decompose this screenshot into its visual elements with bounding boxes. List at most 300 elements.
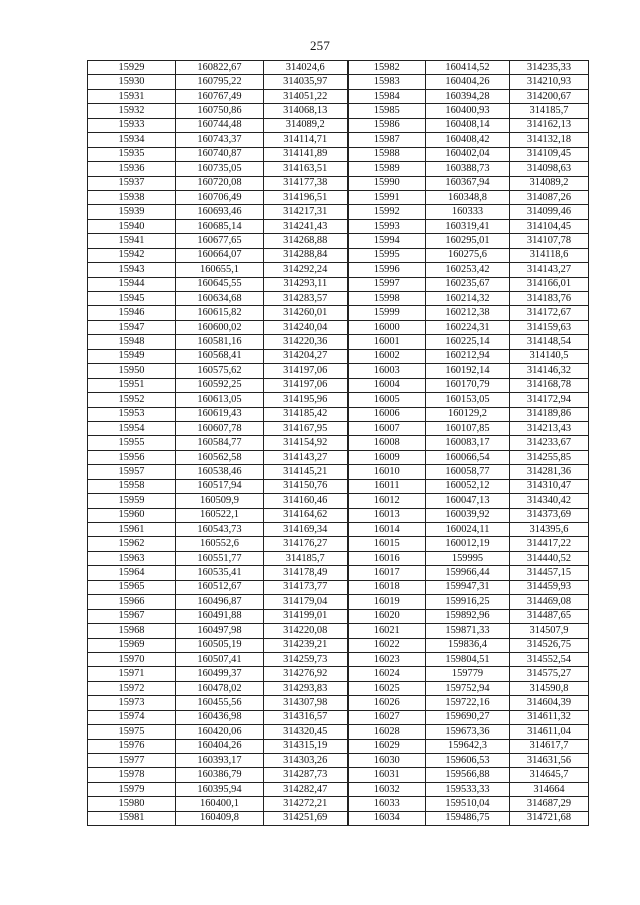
table-row xyxy=(88,277,589,291)
point-number-left-cell: 15930 xyxy=(88,75,176,89)
point-number-left-cell: 15972 xyxy=(88,681,176,695)
y-coordinate-right-cell: 314107,78 xyxy=(510,234,589,248)
x-coordinate-left-cell: 160685,14 xyxy=(176,219,264,233)
point-number-right-cell: 15992 xyxy=(348,205,426,219)
x-coordinate-right-cell: 160129,2 xyxy=(426,407,510,421)
table-row xyxy=(88,479,589,493)
y-coordinate-left-cell: 314141,89 xyxy=(264,147,348,161)
point-number-left-cell: 15980 xyxy=(88,797,176,811)
x-coordinate-right-cell: 160107,85 xyxy=(426,421,510,435)
point-number-left-cell: 15938 xyxy=(88,190,176,204)
point-number-left-cell: 15946 xyxy=(88,306,176,320)
point-number-right-cell: 15989 xyxy=(348,162,426,176)
x-coordinate-left-cell: 160517,94 xyxy=(176,479,264,493)
y-coordinate-right-cell: 314611,04 xyxy=(510,725,589,739)
point-number-left-cell: 15969 xyxy=(88,638,176,652)
x-coordinate-right-cell: 160052,12 xyxy=(426,479,510,493)
point-number-left-cell: 15966 xyxy=(88,595,176,609)
point-number-left-cell: 15967 xyxy=(88,609,176,623)
table-row xyxy=(88,162,589,176)
x-coordinate-right-cell: 160012,19 xyxy=(426,537,510,551)
y-coordinate-left-cell: 314068,13 xyxy=(264,104,348,118)
point-number-right-cell: 16000 xyxy=(348,320,426,334)
x-coordinate-left-cell: 160677,65 xyxy=(176,234,264,248)
y-coordinate-right-cell: 314395,6 xyxy=(510,523,589,537)
x-coordinate-left-cell: 160575,62 xyxy=(176,364,264,378)
y-coordinate-left-cell: 314114,71 xyxy=(264,133,348,147)
x-coordinate-right-cell: 159871,33 xyxy=(426,624,510,638)
point-number-right-cell: 16029 xyxy=(348,739,426,753)
y-coordinate-right-cell: 314590,8 xyxy=(510,681,589,695)
point-number-left-cell: 15936 xyxy=(88,162,176,176)
x-coordinate-left-cell: 160538,46 xyxy=(176,465,264,479)
x-coordinate-right-cell: 159947,31 xyxy=(426,580,510,594)
table-row xyxy=(88,681,589,695)
point-number-left-cell: 15978 xyxy=(88,768,176,782)
x-coordinate-right-cell: 159804,51 xyxy=(426,652,510,666)
x-coordinate-left-cell: 160584,77 xyxy=(176,436,264,450)
point-number-right-cell: 15986 xyxy=(348,118,426,132)
y-coordinate-left-cell: 314150,76 xyxy=(264,479,348,493)
point-number-left-cell: 15944 xyxy=(88,277,176,291)
point-number-left-cell: 15934 xyxy=(88,133,176,147)
table-row xyxy=(88,523,589,537)
table-row xyxy=(88,436,589,450)
table-row xyxy=(88,176,589,190)
y-coordinate-left-cell: 314288,84 xyxy=(264,248,348,262)
x-coordinate-right-cell: 159836,4 xyxy=(426,638,510,652)
point-number-left-cell: 15956 xyxy=(88,450,176,464)
point-number-right-cell: 15994 xyxy=(348,234,426,248)
table-row xyxy=(88,75,589,89)
y-coordinate-right-cell: 314159,63 xyxy=(510,320,589,334)
table-row xyxy=(88,219,589,233)
point-number-right-cell: 16034 xyxy=(348,811,426,825)
x-coordinate-right-cell: 160388,73 xyxy=(426,162,510,176)
point-number-right-cell: 16027 xyxy=(348,710,426,724)
y-coordinate-left-cell: 314220,08 xyxy=(264,624,348,638)
x-coordinate-left-cell: 160386,79 xyxy=(176,768,264,782)
y-coordinate-right-cell: 314168,78 xyxy=(510,378,589,392)
y-coordinate-left-cell: 314195,96 xyxy=(264,393,348,407)
table-row xyxy=(88,768,589,782)
x-coordinate-right-cell: 160214,32 xyxy=(426,292,510,306)
point-number-left-cell: 15952 xyxy=(88,393,176,407)
point-number-right-cell: 16017 xyxy=(348,566,426,580)
y-coordinate-right-cell: 314631,56 xyxy=(510,754,589,768)
x-coordinate-left-cell: 160655,1 xyxy=(176,263,264,277)
x-coordinate-right-cell: 160275,6 xyxy=(426,248,510,262)
x-coordinate-left-cell: 160720,08 xyxy=(176,176,264,190)
point-number-right-cell: 15990 xyxy=(348,176,426,190)
point-number-right-cell: 15998 xyxy=(348,292,426,306)
y-coordinate-left-cell: 314272,21 xyxy=(264,797,348,811)
table-row xyxy=(88,292,589,306)
y-coordinate-left-cell: 314163,51 xyxy=(264,162,348,176)
x-coordinate-left-cell: 160735,05 xyxy=(176,162,264,176)
x-coordinate-left-cell: 160395,94 xyxy=(176,782,264,796)
y-coordinate-right-cell: 314487,65 xyxy=(510,609,589,623)
x-coordinate-right-cell: 160400,93 xyxy=(426,104,510,118)
x-coordinate-left-cell: 160496,87 xyxy=(176,595,264,609)
x-coordinate-left-cell: 160507,41 xyxy=(176,652,264,666)
y-coordinate-right-cell: 314189,86 xyxy=(510,407,589,421)
y-coordinate-left-cell: 314320,45 xyxy=(264,725,348,739)
x-coordinate-right-cell: 159642,3 xyxy=(426,739,510,753)
y-coordinate-left-cell: 314196,51 xyxy=(264,190,348,204)
point-number-right-cell: 16010 xyxy=(348,465,426,479)
y-coordinate-left-cell: 314024,6 xyxy=(264,61,348,75)
y-coordinate-right-cell: 314457,15 xyxy=(510,566,589,580)
point-number-right-cell: 16016 xyxy=(348,551,426,565)
x-coordinate-right-cell: 160212,38 xyxy=(426,306,510,320)
table-row xyxy=(88,624,589,638)
y-coordinate-right-cell: 314645,7 xyxy=(510,768,589,782)
y-coordinate-left-cell: 314164,62 xyxy=(264,508,348,522)
y-coordinate-right-cell: 314118,6 xyxy=(510,248,589,262)
x-coordinate-left-cell: 160767,49 xyxy=(176,89,264,103)
table-row xyxy=(88,393,589,407)
point-number-left-cell: 15932 xyxy=(88,104,176,118)
x-coordinate-right-cell: 160225,14 xyxy=(426,335,510,349)
x-coordinate-left-cell: 160822,67 xyxy=(176,61,264,75)
x-coordinate-left-cell: 160535,41 xyxy=(176,566,264,580)
x-coordinate-left-cell: 160744,48 xyxy=(176,118,264,132)
x-coordinate-right-cell: 160170,79 xyxy=(426,378,510,392)
y-coordinate-left-cell: 314268,88 xyxy=(264,234,348,248)
point-number-right-cell: 16025 xyxy=(348,681,426,695)
y-coordinate-right-cell: 314233,67 xyxy=(510,436,589,450)
point-number-left-cell: 15959 xyxy=(88,494,176,508)
table-row xyxy=(88,782,589,796)
y-coordinate-right-cell: 314235,33 xyxy=(510,61,589,75)
x-coordinate-right-cell: 159892,96 xyxy=(426,609,510,623)
y-coordinate-right-cell: 314185,7 xyxy=(510,104,589,118)
x-coordinate-left-cell: 160509,9 xyxy=(176,494,264,508)
x-coordinate-left-cell: 160607,78 xyxy=(176,421,264,435)
table-row xyxy=(88,537,589,551)
point-number-right-cell: 15999 xyxy=(348,306,426,320)
point-number-right-cell: 16018 xyxy=(348,580,426,594)
table-row xyxy=(88,739,589,753)
y-coordinate-right-cell: 314166,01 xyxy=(510,277,589,291)
x-coordinate-left-cell: 160522,1 xyxy=(176,508,264,522)
x-coordinate-right-cell: 159673,36 xyxy=(426,725,510,739)
x-coordinate-left-cell: 160600,02 xyxy=(176,320,264,334)
x-coordinate-right-cell: 160295,01 xyxy=(426,234,510,248)
y-coordinate-left-cell: 314051,22 xyxy=(264,89,348,103)
point-number-right-cell: 16009 xyxy=(348,450,426,464)
point-number-left-cell: 15976 xyxy=(88,739,176,753)
y-coordinate-right-cell: 314089,2 xyxy=(510,176,589,190)
point-number-left-cell: 15931 xyxy=(88,89,176,103)
point-number-right-cell: 16015 xyxy=(348,537,426,551)
x-coordinate-left-cell: 160478,02 xyxy=(176,681,264,695)
y-coordinate-right-cell: 314143,27 xyxy=(510,263,589,277)
y-coordinate-right-cell: 314210,93 xyxy=(510,75,589,89)
x-coordinate-left-cell: 160634,68 xyxy=(176,292,264,306)
table-row xyxy=(88,61,589,75)
x-coordinate-right-cell: 160414,52 xyxy=(426,61,510,75)
table-row xyxy=(88,364,589,378)
x-coordinate-left-cell: 160562,58 xyxy=(176,450,264,464)
table-row xyxy=(88,797,589,811)
point-number-left-cell: 15979 xyxy=(88,782,176,796)
point-number-right-cell: 16024 xyxy=(348,667,426,681)
point-number-right-cell: 15997 xyxy=(348,277,426,291)
y-coordinate-left-cell: 314169,34 xyxy=(264,523,348,537)
y-coordinate-left-cell: 314173,77 xyxy=(264,580,348,594)
x-coordinate-right-cell: 160083,17 xyxy=(426,436,510,450)
y-coordinate-left-cell: 314292,24 xyxy=(264,263,348,277)
page-number: 257 xyxy=(309,38,331,53)
x-coordinate-right-cell: 159752,94 xyxy=(426,681,510,695)
y-coordinate-right-cell: 314281,36 xyxy=(510,465,589,479)
point-number-left-cell: 15971 xyxy=(88,667,176,681)
x-coordinate-left-cell: 160750,86 xyxy=(176,104,264,118)
x-coordinate-left-cell: 160436,98 xyxy=(176,710,264,724)
point-number-left-cell: 15977 xyxy=(88,754,176,768)
y-coordinate-left-cell: 314315,19 xyxy=(264,739,348,753)
point-number-left-cell: 15965 xyxy=(88,580,176,594)
x-coordinate-left-cell: 160543,73 xyxy=(176,523,264,537)
y-coordinate-right-cell: 314146,32 xyxy=(510,364,589,378)
x-coordinate-left-cell: 160581,16 xyxy=(176,335,264,349)
x-coordinate-right-cell: 159722,16 xyxy=(426,696,510,710)
table-row xyxy=(88,335,589,349)
point-number-right-cell: 16020 xyxy=(348,609,426,623)
table-row xyxy=(88,104,589,118)
x-coordinate-right-cell: 159995 xyxy=(426,551,510,565)
table-row xyxy=(88,263,589,277)
y-coordinate-left-cell: 314303,26 xyxy=(264,754,348,768)
y-coordinate-left-cell: 314293,83 xyxy=(264,681,348,695)
table-row xyxy=(88,811,589,825)
point-number-right-cell: 16021 xyxy=(348,624,426,638)
y-coordinate-left-cell: 314204,27 xyxy=(264,349,348,363)
y-coordinate-left-cell: 314167,95 xyxy=(264,421,348,435)
point-number-right-cell: 15982 xyxy=(348,61,426,75)
x-coordinate-left-cell: 160664,07 xyxy=(176,248,264,262)
point-number-right-cell: 15996 xyxy=(348,263,426,277)
point-number-left-cell: 15949 xyxy=(88,349,176,363)
point-number-left-cell: 15943 xyxy=(88,263,176,277)
y-coordinate-right-cell: 314552,54 xyxy=(510,652,589,666)
x-coordinate-right-cell: 160224,31 xyxy=(426,320,510,334)
point-number-left-cell: 15940 xyxy=(88,219,176,233)
y-coordinate-left-cell: 314259,73 xyxy=(264,652,348,666)
x-coordinate-left-cell: 160613,05 xyxy=(176,393,264,407)
point-number-left-cell: 15945 xyxy=(88,292,176,306)
x-coordinate-right-cell: 160212,94 xyxy=(426,349,510,363)
y-coordinate-left-cell: 314089,2 xyxy=(264,118,348,132)
table-row xyxy=(88,147,589,161)
table-row xyxy=(88,465,589,479)
point-number-right-cell: 16023 xyxy=(348,652,426,666)
point-number-left-cell: 15939 xyxy=(88,205,176,219)
point-number-left-cell: 15973 xyxy=(88,696,176,710)
table-row xyxy=(88,638,589,652)
x-coordinate-right-cell: 159690,27 xyxy=(426,710,510,724)
x-coordinate-left-cell: 160404,26 xyxy=(176,739,264,753)
y-coordinate-right-cell: 314087,26 xyxy=(510,190,589,204)
y-coordinate-left-cell: 314217,31 xyxy=(264,205,348,219)
point-number-right-cell: 16014 xyxy=(348,523,426,537)
y-coordinate-left-cell: 314185,42 xyxy=(264,407,348,421)
point-number-left-cell: 15954 xyxy=(88,421,176,435)
x-coordinate-left-cell: 160420,06 xyxy=(176,725,264,739)
y-coordinate-left-cell: 314293,11 xyxy=(264,277,348,291)
table-row xyxy=(88,205,589,219)
y-coordinate-right-cell: 314183,76 xyxy=(510,292,589,306)
point-number-left-cell: 15968 xyxy=(88,624,176,638)
y-coordinate-left-cell: 314241,43 xyxy=(264,219,348,233)
table-row xyxy=(88,551,589,565)
y-coordinate-right-cell: 314132,18 xyxy=(510,133,589,147)
point-number-left-cell: 15948 xyxy=(88,335,176,349)
point-number-left-cell: 15941 xyxy=(88,234,176,248)
point-number-left-cell: 15933 xyxy=(88,118,176,132)
point-number-right-cell: 15995 xyxy=(348,248,426,262)
y-coordinate-left-cell: 314220,36 xyxy=(264,335,348,349)
point-number-left-cell: 15929 xyxy=(88,61,176,75)
x-coordinate-left-cell: 160497,98 xyxy=(176,624,264,638)
y-coordinate-right-cell: 314109,45 xyxy=(510,147,589,161)
y-coordinate-left-cell: 314240,04 xyxy=(264,320,348,334)
x-coordinate-right-cell: 159533,33 xyxy=(426,782,510,796)
point-number-right-cell: 16002 xyxy=(348,349,426,363)
point-number-left-cell: 15942 xyxy=(88,248,176,262)
table-row xyxy=(88,609,589,623)
table-row xyxy=(88,725,589,739)
y-coordinate-right-cell: 314172,67 xyxy=(510,306,589,320)
y-coordinate-left-cell: 314307,98 xyxy=(264,696,348,710)
x-coordinate-left-cell: 160645,55 xyxy=(176,277,264,291)
x-coordinate-left-cell: 160568,41 xyxy=(176,349,264,363)
table-row xyxy=(88,234,589,248)
point-number-right-cell: 16008 xyxy=(348,436,426,450)
y-coordinate-left-cell: 314260,01 xyxy=(264,306,348,320)
x-coordinate-right-cell: 159916,25 xyxy=(426,595,510,609)
x-coordinate-left-cell: 160740,87 xyxy=(176,147,264,161)
point-number-right-cell: 16004 xyxy=(348,378,426,392)
point-number-left-cell: 15937 xyxy=(88,176,176,190)
x-coordinate-right-cell: 160404,26 xyxy=(426,75,510,89)
x-coordinate-right-cell: 160058,77 xyxy=(426,465,510,479)
table-row xyxy=(88,754,589,768)
x-coordinate-right-cell: 160333 xyxy=(426,205,510,219)
x-coordinate-right-cell: 160394,28 xyxy=(426,89,510,103)
y-coordinate-left-cell: 314199,01 xyxy=(264,609,348,623)
table-row xyxy=(88,710,589,724)
point-number-right-cell: 16007 xyxy=(348,421,426,435)
x-coordinate-right-cell: 159966,44 xyxy=(426,566,510,580)
x-coordinate-left-cell: 160615,82 xyxy=(176,306,264,320)
x-coordinate-right-cell: 159566,88 xyxy=(426,768,510,782)
y-coordinate-right-cell: 314200,67 xyxy=(510,89,589,103)
x-coordinate-left-cell: 160409,8 xyxy=(176,811,264,825)
x-coordinate-left-cell: 160551,77 xyxy=(176,551,264,565)
y-coordinate-right-cell: 314098,63 xyxy=(510,162,589,176)
x-coordinate-right-cell: 160408,14 xyxy=(426,118,510,132)
y-coordinate-left-cell: 314185,7 xyxy=(264,551,348,565)
point-number-left-cell: 15963 xyxy=(88,551,176,565)
x-coordinate-right-cell: 159779 xyxy=(426,667,510,681)
y-coordinate-left-cell: 314287,73 xyxy=(264,768,348,782)
x-coordinate-right-cell: 160024,11 xyxy=(426,523,510,537)
point-number-right-cell: 16028 xyxy=(348,725,426,739)
table-row xyxy=(88,378,589,392)
x-coordinate-left-cell: 160706,49 xyxy=(176,190,264,204)
x-coordinate-left-cell: 160393,17 xyxy=(176,754,264,768)
y-coordinate-right-cell: 314507,9 xyxy=(510,624,589,638)
x-coordinate-right-cell: 159510,04 xyxy=(426,797,510,811)
point-number-left-cell: 15951 xyxy=(88,378,176,392)
point-number-right-cell: 15991 xyxy=(348,190,426,204)
y-coordinate-right-cell: 314340,42 xyxy=(510,494,589,508)
point-number-right-cell: 15993 xyxy=(348,219,426,233)
table-row xyxy=(88,652,589,666)
point-number-right-cell: 16001 xyxy=(348,335,426,349)
y-coordinate-left-cell: 314035,97 xyxy=(264,75,348,89)
y-coordinate-right-cell: 314604,39 xyxy=(510,696,589,710)
point-number-right-cell: 16022 xyxy=(348,638,426,652)
y-coordinate-right-cell: 314140,5 xyxy=(510,349,589,363)
point-number-left-cell: 15964 xyxy=(88,566,176,580)
y-coordinate-left-cell: 314176,27 xyxy=(264,537,348,551)
y-coordinate-right-cell: 314721,68 xyxy=(510,811,589,825)
y-coordinate-right-cell: 314172,94 xyxy=(510,393,589,407)
point-number-right-cell: 16033 xyxy=(348,797,426,811)
y-coordinate-left-cell: 314197,06 xyxy=(264,364,348,378)
x-coordinate-left-cell: 160619,43 xyxy=(176,407,264,421)
point-number-right-cell: 16013 xyxy=(348,508,426,522)
point-number-left-cell: 15961 xyxy=(88,523,176,537)
y-coordinate-right-cell: 314162,13 xyxy=(510,118,589,132)
y-coordinate-right-cell: 314310,47 xyxy=(510,479,589,493)
y-coordinate-left-cell: 314276,92 xyxy=(264,667,348,681)
x-coordinate-right-cell: 160253,42 xyxy=(426,263,510,277)
table-row xyxy=(88,450,589,464)
x-coordinate-right-cell: 160066,54 xyxy=(426,450,510,464)
x-coordinate-right-cell: 159606,53 xyxy=(426,754,510,768)
point-number-left-cell: 15957 xyxy=(88,465,176,479)
y-coordinate-right-cell: 314664 xyxy=(510,782,589,796)
y-coordinate-left-cell: 314143,27 xyxy=(264,450,348,464)
coordinates-table-body xyxy=(88,61,589,826)
x-coordinate-right-cell: 160039,92 xyxy=(426,508,510,522)
point-number-left-cell: 15970 xyxy=(88,652,176,666)
point-number-left-cell: 15953 xyxy=(88,407,176,421)
y-coordinate-right-cell: 314459,93 xyxy=(510,580,589,594)
point-number-right-cell: 15983 xyxy=(348,75,426,89)
y-coordinate-right-cell: 314611,32 xyxy=(510,710,589,724)
x-coordinate-left-cell: 160592,25 xyxy=(176,378,264,392)
y-coordinate-left-cell: 314316,57 xyxy=(264,710,348,724)
table-row xyxy=(88,696,589,710)
table-row xyxy=(88,580,589,594)
table-row xyxy=(88,595,589,609)
y-coordinate-left-cell: 314197,06 xyxy=(264,378,348,392)
y-coordinate-right-cell: 314469,08 xyxy=(510,595,589,609)
y-coordinate-right-cell: 314099,46 xyxy=(510,205,589,219)
point-number-right-cell: 16032 xyxy=(348,782,426,796)
table-row xyxy=(88,133,589,147)
x-coordinate-left-cell: 160499,37 xyxy=(176,667,264,681)
y-coordinate-left-cell: 314145,21 xyxy=(264,465,348,479)
point-number-right-cell: 15985 xyxy=(348,104,426,118)
y-coordinate-right-cell: 314373,69 xyxy=(510,508,589,522)
